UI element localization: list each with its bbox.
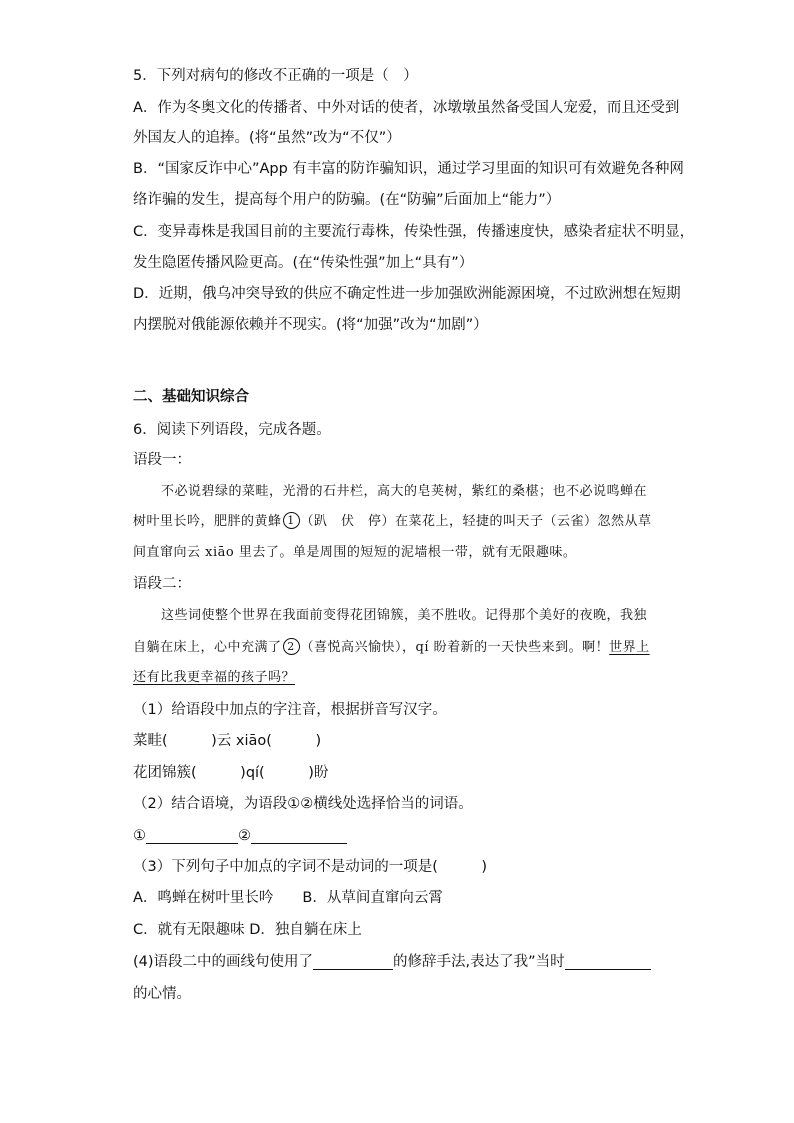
q5-option-c-line1: C．变异毒株是我国目前的主要流行毒株，传染性强，传播速度快，感染者症状不明显， bbox=[133, 224, 695, 240]
q5-option-b-line1: B．“国家反诈中心”App 有丰富的防诈骗知识，通过学习里面的知识可有效避免各种网 bbox=[133, 161, 684, 177]
blank-1 bbox=[282, 514, 301, 529]
sub-question-1-blanks-b: 花团锦簇( )qí( )盼 bbox=[133, 765, 329, 781]
sub-question-3-options-cd: C．就有无限趣味 D．独自躺在床上 bbox=[133, 922, 362, 938]
sub-question-1-blanks-a: 菜畦( )云 xiāo( ) bbox=[133, 733, 322, 749]
circle-number-1: 1 bbox=[283, 512, 300, 529]
q5-option-c-line2: 发生隐匿传播风险更高。(在“传染性强”加上“具有”） bbox=[133, 255, 474, 271]
underlined-sentence-end: 还有比我更幸福的孩子吗？ bbox=[133, 670, 296, 685]
sub-question-4-end: 的心情。 bbox=[133, 986, 191, 1002]
q5-option-d-line1: D．近期，俄乌冲突导致的供应不确定性进一步加强欧洲能源困境，不过欧洲想在短期 bbox=[133, 286, 681, 302]
sub-question-2: （2）结合语境，为语段①②横线处选择恰当的词语。 bbox=[133, 796, 473, 812]
passage2-line2-a: 自躺在床上，心中充满了 bbox=[133, 640, 282, 655]
q5-option-a-line1: A．作为冬奥文化的传播者、中外对话的使者，冰墩墩虽然备受国人宠爱，而且还受到 bbox=[133, 100, 680, 116]
answer-blank-2[interactable] bbox=[251, 827, 347, 844]
answer-blank-1[interactable] bbox=[146, 827, 238, 844]
q5-option-a-line2: 外国友人的追捧。(将“虽然”改为“不仅”） bbox=[133, 130, 401, 146]
passage1-line3: 间直窜向云 xiāo 里去了。单是周围的短短的泥墙根一带，就有无限趣味。 bbox=[133, 545, 577, 560]
passage1-line2-a: 树叶里长吟，肥胖的黄蜂 bbox=[133, 514, 282, 529]
sub-question-2-answers bbox=[133, 826, 347, 846]
q5-option-b-line2: 络诈骗的发生，提高每个用户的防骗。(在“防骗”后面加上“能力”） bbox=[133, 192, 561, 208]
passage1-label: 语段一： bbox=[133, 452, 191, 468]
sub-question-3: （3）下列句子中加点的字词不是动词的一项是( ) bbox=[133, 859, 488, 875]
q6-stem: 6．阅读下列语段，完成各题。 bbox=[133, 422, 331, 438]
q5-stem: 5．下列对病句的修改不正确的一项是（ ） bbox=[133, 68, 418, 84]
passage2-line3 bbox=[133, 668, 295, 688]
sub-question-4 bbox=[133, 952, 651, 972]
underlined-sentence-start: 世界上 bbox=[609, 640, 650, 655]
feeling-blank[interactable] bbox=[565, 953, 651, 970]
passage2-line1: 这些词使整个世界在我面前变得花团锦簇，美不胜收。记得那个美好的夜晚，我独 bbox=[161, 608, 648, 623]
section-heading: 二、基础知识综合 bbox=[133, 389, 249, 405]
passage1-line1: 不必说碧绿的菜畦，光滑的石井栏，高大的皂荚树，紫红的桑椹；也不必说鸣蝉在 bbox=[161, 484, 648, 499]
circle-number-2: 2 bbox=[283, 638, 300, 655]
rhetoric-blank[interactable] bbox=[313, 953, 393, 970]
sub-question-3-options-ab: A．鸣蝉在树叶里长吟 B．从草间直窜向云霄 bbox=[133, 890, 443, 906]
answer-label-2: ② bbox=[238, 828, 251, 844]
answer-label-1: ① bbox=[133, 828, 146, 844]
sub-question-4-part-a: (4)语段二中的画线句使用了 bbox=[133, 954, 314, 970]
sub-question-4-part-b: 的修辞手法,表达了我”当时 bbox=[393, 954, 565, 970]
passage1-line2 bbox=[133, 512, 652, 532]
q5-option-d-line2: 内摆脱对俄能源依赖并不现实。(将“加强”改为“加剧”） bbox=[133, 317, 488, 333]
passage2-line2 bbox=[133, 638, 650, 658]
passage1-line2-b: （趴 伏 停）在菜花上，轻捷的叫天子（云雀）忽然从草 bbox=[300, 514, 652, 529]
sub-question-1: （1）给语段中加点的字注音，根据拼音写汉字。 bbox=[133, 702, 447, 718]
blank-2 bbox=[282, 640, 301, 655]
passage2-label: 语段二： bbox=[133, 576, 191, 592]
passage2-line2-b: （喜悦高兴愉快），qí 盼着新的一天快些来到。啊！ bbox=[300, 640, 610, 655]
